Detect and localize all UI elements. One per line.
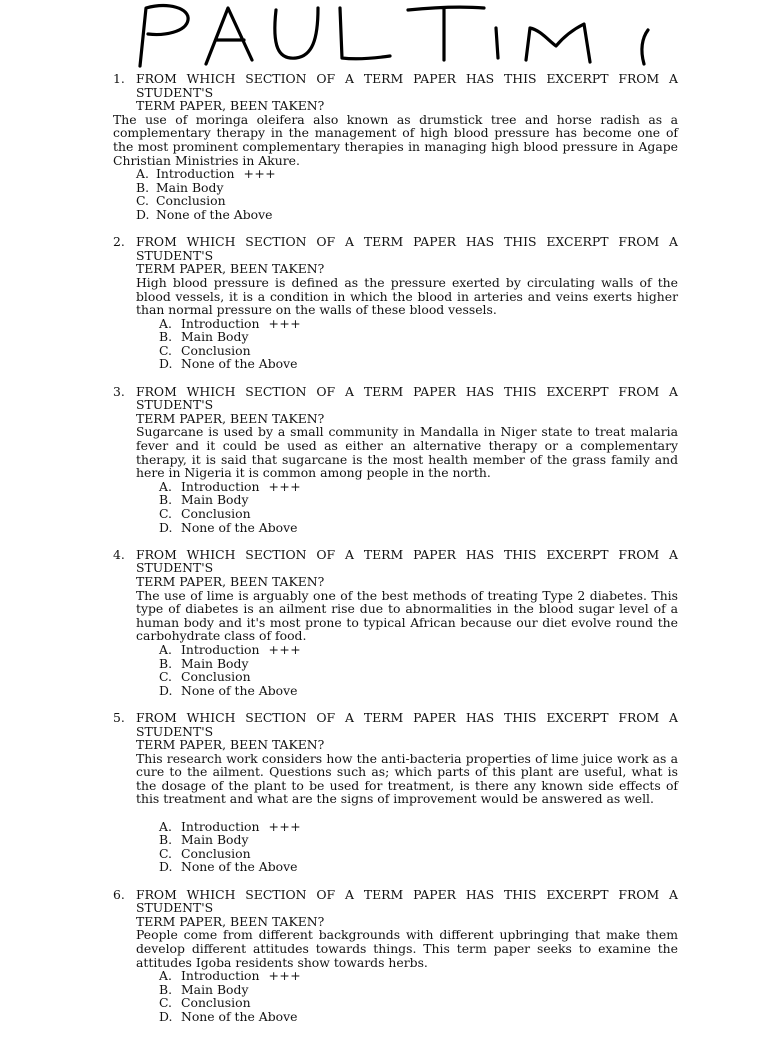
option-text: Main Body <box>181 492 249 508</box>
option-letter: B. <box>159 655 173 671</box>
option-letter: A. <box>159 968 172 984</box>
answer-option <box>113 969 678 983</box>
excerpt-text: Sugarcane is used by a small community in Mandalla in Niger state to treat malaria fever and it could be used as either an alternative therapy or a complementary therapy, it is said that sugarcane is the most health member of the grass family and here in Nigeria it is common among people in the north. <box>136 424 678 481</box>
question-stem-line: FROM WHICH SECTION OF A TERM PAPER HAS THIS EXCERPT FROM A STUDENT'S <box>136 71 678 100</box>
answer-option <box>113 181 678 195</box>
answer-option <box>113 480 678 494</box>
option-letter: D. <box>159 356 173 372</box>
excerpt-text: The use of moringa oleifera also known as drumstick tree and horse radish as a complementary therapy in the management of high blood pressure has become one of the most prominent complementary therapies in managing high blood pressure in Agape Christian Ministries in Akure. <box>113 111 678 168</box>
option-text: Conclusion <box>181 845 251 861</box>
question-stem <box>113 888 678 929</box>
option-text: Main Body <box>156 179 224 195</box>
excerpt-text: High blood pressure is defined as the pressure exerted by circulating walls of the blood vessels, it is a condition in which the blood in arteries and veins exerts higher than normal pressure on the walls of these blood vessels. <box>136 274 678 318</box>
option-text: Introduction <box>181 315 260 331</box>
answer-options <box>113 167 678 221</box>
answer-option <box>113 996 678 1010</box>
question-stem <box>113 235 678 276</box>
option-letter: D. <box>159 859 173 875</box>
question-stem-line: TERM PAPER, BEEN TAKEN? <box>136 410 325 426</box>
question-number: 3. <box>113 383 125 399</box>
answer-options <box>113 969 678 1023</box>
question-stem-line: FROM WHICH SECTION OF A TERM PAPER HAS THIS EXCERPT FROM A STUDENT'S <box>136 886 678 916</box>
answer-option <box>113 833 678 847</box>
option-letter: B. <box>159 492 173 508</box>
question-5 <box>113 711 678 874</box>
answer-mark: +++ <box>268 641 302 657</box>
option-letter: A. <box>136 166 149 182</box>
answer-mark: +++ <box>268 478 302 494</box>
answer-options <box>113 317 678 371</box>
question-6 <box>113 888 678 1024</box>
option-letter: A. <box>159 315 172 331</box>
option-letter: C. <box>159 342 172 358</box>
question-stem <box>113 385 678 426</box>
question-1 <box>113 72 678 222</box>
option-letter: A. <box>159 641 172 657</box>
option-text: None of the Above <box>181 356 298 372</box>
option-letter: C. <box>159 845 172 861</box>
option-letter: B. <box>159 329 173 345</box>
option-letter: A. <box>159 478 172 494</box>
question-stem-line: FROM WHICH SECTION OF A TERM PAPER HAS THIS EXCERPT FROM A STUDENT'S <box>136 546 678 576</box>
answer-option <box>113 330 678 344</box>
option-text: None of the Above <box>156 206 273 222</box>
option-text: Main Body <box>181 981 249 997</box>
option-letter: C. <box>159 995 172 1011</box>
question-number: 4. <box>113 546 125 562</box>
option-text: Main Body <box>181 832 249 848</box>
excerpt-text: This research work considers how the anti-bacteria properties of lime juice work as a cure to the ailment. Questions such as; which parts of this plant are useful, what is the dosage of the plant to be used for treatment, is there any known side effects of this treatment and what are the signs of improvement would be answered as well. <box>136 750 678 807</box>
option-text: Conclusion <box>156 193 226 209</box>
option-letter: B. <box>159 981 173 997</box>
question-stem <box>113 72 678 113</box>
answer-option <box>113 344 678 358</box>
option-text: Introduction <box>181 478 260 494</box>
answer-option <box>113 357 678 371</box>
option-letter: C. <box>159 669 172 685</box>
answer-option <box>113 657 678 671</box>
option-text: Conclusion <box>181 342 251 358</box>
option-letter: D. <box>159 682 173 698</box>
question-stem-line: TERM PAPER, BEEN TAKEN? <box>136 913 325 929</box>
question-stem-line: TERM PAPER, BEEN TAKEN? <box>136 261 325 277</box>
option-letter: D. <box>159 1008 173 1024</box>
question-number: 5. <box>113 709 125 725</box>
quiz-document <box>113 72 678 1037</box>
question-2 <box>113 235 678 371</box>
answer-option <box>113 684 678 698</box>
answer-mark: +++ <box>243 166 277 182</box>
answer-option <box>113 521 678 535</box>
option-text: None of the Above <box>181 1008 298 1024</box>
answer-option <box>113 860 678 874</box>
option-text: Introduction <box>181 968 260 984</box>
option-letter: C. <box>159 506 172 521</box>
option-text: Introduction <box>181 641 260 657</box>
option-letter: B. <box>136 179 150 195</box>
option-text: Main Body <box>181 655 249 671</box>
answer-mark: +++ <box>268 315 302 331</box>
answer-option <box>113 194 678 208</box>
answer-option <box>113 208 678 222</box>
excerpt-text: The use of lime is arguably one of the best methods of treating Type 2 diabetes. This type of diabetes is an ailment rise due to abnormalities in the blood sugar level of a human body and it's most prone to typical African because our diet evolve round the carbohydrate class of food. <box>136 587 678 644</box>
question-stem-line: TERM PAPER, BEEN TAKEN? <box>136 737 325 753</box>
handwritten-name-signature <box>128 0 668 72</box>
answer-option <box>113 847 678 861</box>
answer-option <box>113 167 678 181</box>
answer-option <box>113 820 678 834</box>
question-3 <box>113 385 678 535</box>
question-number: 2. <box>113 234 125 250</box>
question-number: 6. <box>113 886 125 902</box>
answer-mark: +++ <box>268 968 302 984</box>
question-stem-line: FROM WHICH SECTION OF A TERM PAPER HAS THIS EXCERPT FROM A STUDENT'S <box>136 234 678 263</box>
answer-option <box>113 983 678 997</box>
answer-option <box>113 317 678 331</box>
option-text: Main Body <box>181 329 249 345</box>
question-stem-line: TERM PAPER, BEEN TAKEN? <box>136 573 325 589</box>
option-text: None of the Above <box>181 519 298 535</box>
question-stem-line: FROM WHICH SECTION OF A TERM PAPER HAS THIS EXCERPT FROM A STUDENT'S <box>136 709 678 739</box>
option-text: Introduction <box>181 818 260 834</box>
answer-option <box>113 1010 678 1024</box>
answer-options <box>113 643 678 697</box>
option-text: None of the Above <box>181 859 298 875</box>
option-letter: A. <box>159 818 172 834</box>
answer-option <box>113 670 678 684</box>
answer-option <box>113 507 678 521</box>
question-stem <box>113 711 678 752</box>
spacer <box>113 806 678 820</box>
excerpt-text: People come from different backgrounds with different upbringing that make them develop different attitudes towards things. This term paper seeks to examine the attitudes Igoba residents show towards herbs. <box>136 927 678 970</box>
option-text: Conclusion <box>181 669 251 685</box>
option-letter: D. <box>136 206 150 222</box>
answer-mark: +++ <box>268 818 302 834</box>
answer-option <box>113 643 678 657</box>
option-text: Conclusion <box>181 506 251 521</box>
option-letter: C. <box>136 193 149 209</box>
option-text: None of the Above <box>181 682 298 698</box>
option-text: Conclusion <box>181 995 251 1011</box>
question-stem-line: FROM WHICH SECTION OF A TERM PAPER HAS THIS EXCERPT FROM A STUDENT'S <box>136 383 678 413</box>
option-letter: D. <box>159 519 173 535</box>
question-4 <box>113 548 678 698</box>
answer-options <box>113 480 678 534</box>
question-stem <box>113 548 678 589</box>
option-text: Introduction <box>156 166 235 182</box>
answer-options <box>113 820 678 874</box>
question-number: 1. <box>113 71 125 86</box>
answer-option <box>113 493 678 507</box>
option-letter: B. <box>159 832 173 848</box>
question-stem-line: TERM PAPER, BEEN TAKEN? <box>136 98 325 114</box>
